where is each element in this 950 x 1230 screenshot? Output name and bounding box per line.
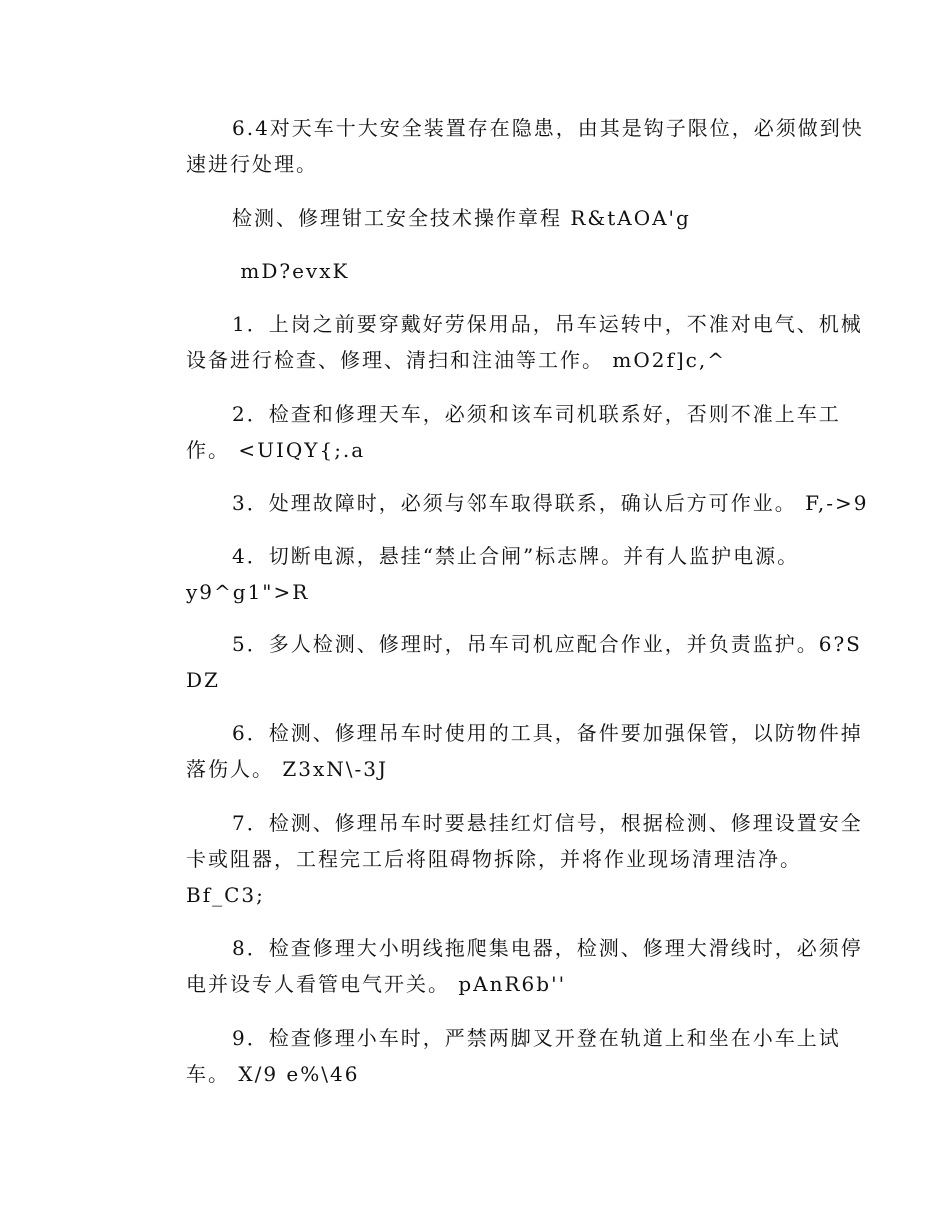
text-line: 6.4对天车十大安全装置存在隐患，由其是钩子限位，必须做到快: [232, 116, 864, 140]
text-line: 6．检测、修理吊车时使用的工具，备件要加强保管，以防物件掉: [232, 721, 863, 745]
text-line: Bf_C3;: [186, 883, 265, 907]
text-line: 卡或阻器，工程完工后将阻碍物拆除，并将作业现场清理洁净。: [186, 847, 802, 871]
paragraph-item-4: [140, 538, 812, 610]
paragraph-item-1: [140, 306, 863, 378]
text-line: 5．多人检测、修理时，吊车司机应配合作业，并负责监护。6?S: [232, 632, 862, 656]
text-line: 9．检查修理小车时，严禁两脚叉开登在轨道上和坐在小车上试: [232, 1026, 841, 1050]
paragraph-item-5: [140, 626, 862, 698]
text-line: 8．检查修理大小明线拖爬集电器，检测、修理大滑线时，必须停: [232, 936, 863, 960]
paragraph-6-4: [140, 110, 864, 182]
paragraph-item-8: [140, 930, 863, 1002]
text-line: 4．切断电源，悬挂“禁止合闸”标志牌。并有人监护电源。: [232, 544, 800, 568]
text-line: 速进行处理。: [186, 152, 318, 176]
text-line: 车。 X/9 e%\46: [186, 1062, 360, 1086]
paragraph-item-9: [140, 1020, 841, 1092]
text-line: 2．检查和修理天车，必须和该车司机联系好，否则不准上车工: [232, 402, 841, 426]
paragraph-item-2: [140, 396, 841, 468]
paragraph-item-7: [140, 805, 863, 913]
text-line: y9^g1">R: [186, 580, 310, 604]
text-line: 检测、修理钳工安全技术操作章程 R&tAOA'g: [232, 206, 691, 230]
text-line: 1．上岗之前要穿戴好劳保用品，吊车运转中，不准对电气、机械: [232, 312, 863, 336]
paragraph-item-3: [140, 485, 869, 521]
text-line: 7．检测、修理吊车时要悬挂红灯信号，根据检测、修理设置安全: [232, 811, 863, 835]
text-line: 电并设专人看管电气开关。 pAnR6b'': [186, 972, 567, 996]
text-line: mD?evxK: [232, 259, 350, 283]
text-line: 作。 <UIQY{;.a: [186, 438, 366, 462]
text-line: 落伤人。 Z3xN\-3J: [186, 757, 388, 781]
text-line: DZ: [186, 668, 220, 692]
text-line: 3．处理故障时，必须与邻车取得联系，确认后方可作业。 F,->9: [232, 491, 869, 515]
text-line: 设备进行检查、修理、清扫和注油等工作。 mO2f]c,^: [186, 348, 726, 372]
section-heading: [140, 200, 812, 236]
paragraph-item-6: [140, 715, 863, 787]
noise-line: [140, 253, 812, 289]
